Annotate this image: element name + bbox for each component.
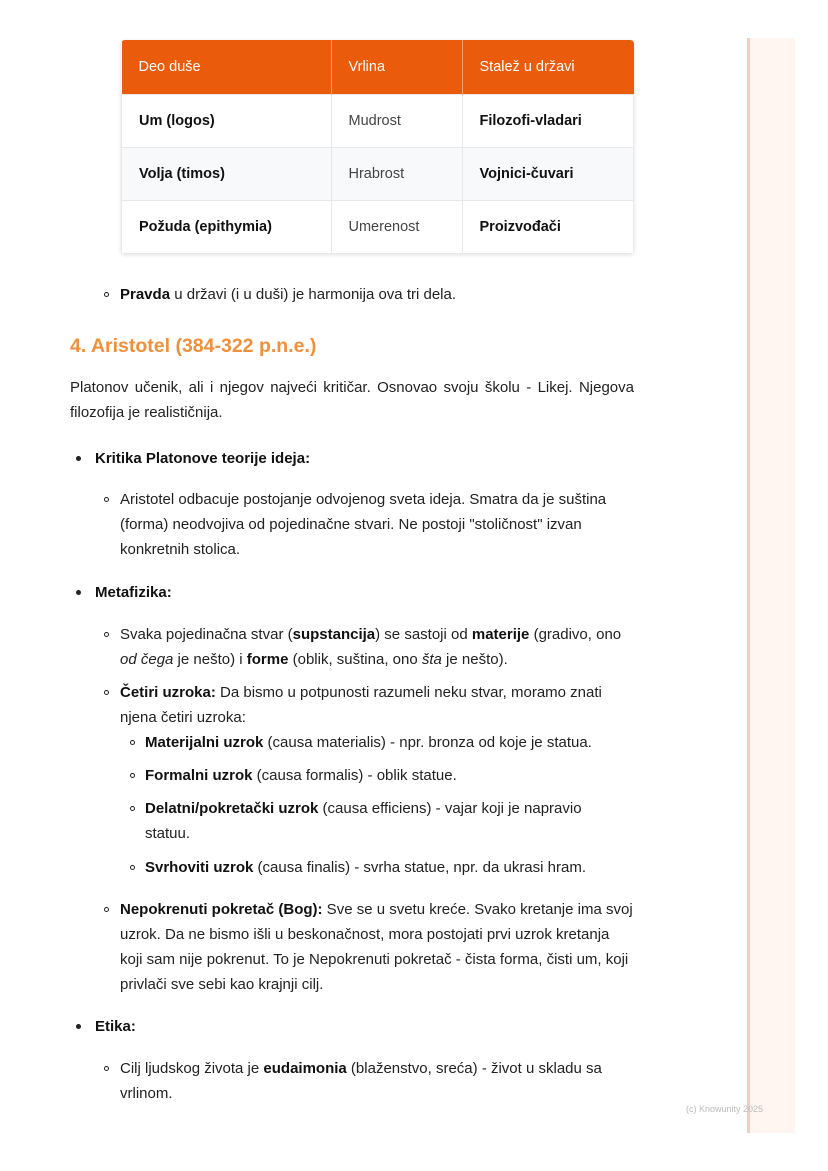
- kritika-text: Aristotel odbacuje postojanje odvojenog sveta ideja. Smatra da je suština (forma) neodvojiva od pojedinačne stvari. Ne postoji "stoličnost" izvan konkretnih stolica.: [120, 491, 607, 558]
- circle-bullet-icon: [130, 806, 135, 811]
- table-cell: Proizvođači: [462, 201, 634, 254]
- bold-text: Materijalni uzrok: [145, 734, 264, 751]
- text-segment: u državi (i u duši) je harmonija ova tri dela.: [170, 286, 457, 303]
- uzrok-item: [145, 730, 635, 755]
- bold-text: forme: [246, 651, 289, 668]
- table-cell: Um (logos): [122, 95, 332, 148]
- bullet-icon: [76, 456, 81, 461]
- bold-text: supstancija: [292, 626, 376, 643]
- table-row: [122, 201, 634, 254]
- metafizika-title: Metafizika:: [95, 584, 172, 601]
- table-cell: Vojnici-čuvari: [462, 148, 634, 201]
- text-segment: (blaženstvo, sreća) - život u skladu sa vrlinom.: [120, 1060, 602, 1102]
- table-cell: Mudrost: [331, 95, 462, 148]
- table-cell: Požuda (epithymia): [122, 201, 332, 254]
- text-segment: (gradivo, ono: [529, 626, 622, 643]
- table-cell: Umerenost: [331, 201, 462, 254]
- bold-text: Formalni uzrok: [145, 767, 253, 784]
- circle-bullet-icon: [130, 740, 135, 745]
- footer-copyright: (c) Knowunity 2025: [686, 1104, 764, 1114]
- circle-bullet-icon: [130, 773, 135, 778]
- text-segment: Sve se u svetu kreće. Svako kretanje ima svoj uzrok. Da ne bismo išli u beskonačnost, mora postojati prvi uzrok kretanja koji sam nije pokrenut. To je Nepokrenuti pokretač - čista forma, čisti um, koji privlači sve sebi kao krajnji cilj.: [120, 901, 633, 993]
- etika-title: Etika:: [95, 1018, 136, 1035]
- text-segment: Cilj ljudskog života je: [120, 1060, 264, 1077]
- circle-bullet-icon: [104, 292, 109, 297]
- text-segment: ) se sastoji od: [375, 626, 472, 643]
- circle-bullet-icon: [104, 690, 109, 695]
- table-cell: Filozofi-vladari: [462, 95, 634, 148]
- text-segment: je nešto).: [441, 651, 508, 668]
- text-segment: (oblik, suština, ono: [288, 651, 422, 668]
- supstancija-item: [120, 622, 640, 672]
- text-segment: (causa efficiens) - vajar koji je napravio statuu.: [145, 800, 582, 842]
- table-header: Deo duše: [122, 40, 332, 95]
- text-segment: je nešto) i: [173, 651, 247, 668]
- table-header: Vrlina: [331, 40, 462, 95]
- soul-virtue-table: [121, 40, 634, 254]
- italic-text: šta: [421, 651, 442, 668]
- uzrok-item: [145, 855, 635, 880]
- kritika-title: Kritika Platonove teorije ideja:: [95, 450, 311, 467]
- bold-text: Svrhoviti uzrok: [145, 859, 254, 876]
- circle-bullet-icon: [104, 497, 109, 502]
- table-cell: Volja (timos): [122, 148, 332, 201]
- circle-bullet-icon: [104, 1066, 109, 1071]
- uzroci-item: [120, 680, 610, 730]
- table-row: [122, 148, 634, 201]
- bold-text: Delatni/pokretački uzrok: [145, 800, 319, 817]
- section-heading: 4. Aristotel (384-322 p.n.e.): [70, 335, 317, 357]
- text-segment: (causa materialis) - npr. bronza od koje je statua.: [263, 734, 592, 751]
- bold-text: Pravda: [120, 286, 171, 303]
- circle-bullet-icon: [104, 632, 109, 637]
- page-edge-strip: [747, 38, 795, 1133]
- table-header-row: [122, 40, 634, 95]
- text-segment: (causa formalis) - oblik statue.: [252, 767, 457, 784]
- circle-bullet-icon: [130, 865, 135, 870]
- bold-text: eudaimonia: [263, 1060, 347, 1077]
- text-segment: Svaka pojedinačna stvar (: [120, 626, 293, 643]
- pravda-item: [120, 282, 640, 307]
- table-cell: Hrabrost: [331, 148, 462, 201]
- text-segment: (causa finalis) - svrha statue, npr. da ukrasi hram.: [253, 859, 586, 876]
- pokretac-item: [120, 897, 636, 997]
- circle-bullet-icon: [104, 907, 109, 912]
- table-header: Stalež u državi: [462, 40, 634, 95]
- uzrok-item: [145, 796, 625, 846]
- bullet-icon: [76, 590, 81, 595]
- uzrok-item: [145, 763, 635, 788]
- intro-paragraph: Platonov učenik, ali i njegov najveći kritičar. Osnovao svoju školu - Likej. Njegova filozofija je realističnija.: [70, 379, 634, 421]
- bold-text: Četiri uzroka:: [120, 684, 216, 701]
- text-segment: Da bismo u potpunosti razumeli neku stvar, moramo znati njena četiri uzroka:: [120, 684, 602, 726]
- table-row: [122, 95, 634, 148]
- bold-text: materije: [471, 626, 530, 643]
- bullet-icon: [76, 1024, 81, 1029]
- etika-item: [120, 1056, 620, 1106]
- italic-text: od čega: [120, 651, 174, 668]
- bold-text: Nepokrenuti pokretač (Bog):: [120, 901, 323, 918]
